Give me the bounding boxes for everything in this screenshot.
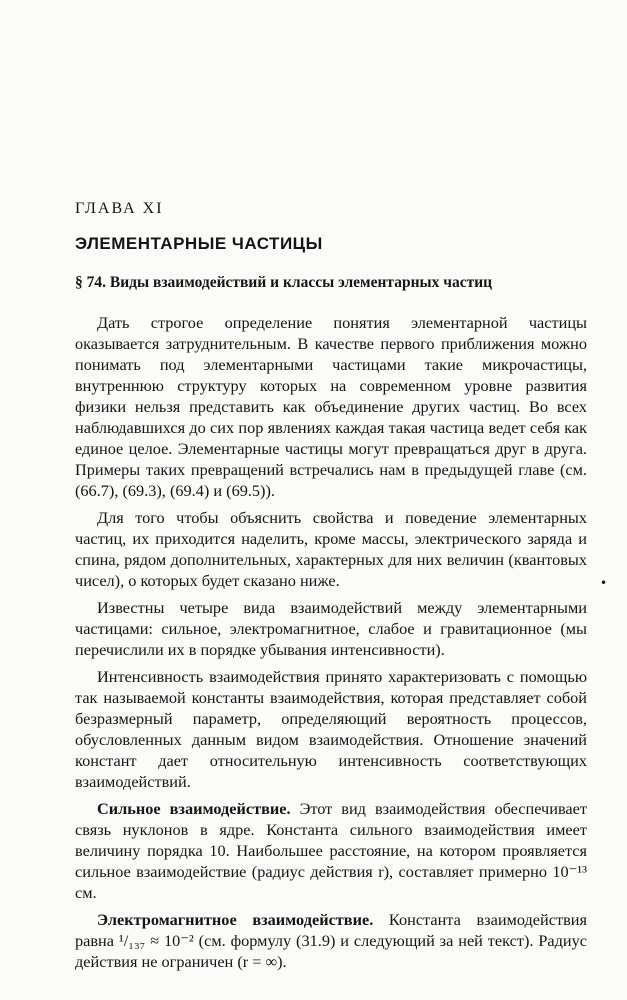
paragraph-strong-interaction: Сильное взаимодействие. Этот вид взаимодействия обеспечивает связь нуклонов в ядре. Константа сильного взаимодействия имеет величину порядка 10. Наибольшее расстояние, на котором проявляется сильное взаимодействие (радиус действия r), составляет примерно 10⁻¹³ см. bbox=[75, 799, 587, 902]
chapter-label: ГЛАВА XI bbox=[75, 200, 164, 217]
paragraph-quantum-numbers: Для того чтобы объяснить свойства и поведение элементарных частиц, их приходится наделить, кроме массы, электрического заряда и спина, рядом дополнительных, характерных для них величин (квантовых чисел), о которых будет сказано ниже. bbox=[75, 508, 587, 590]
margin-mark: • bbox=[600, 576, 608, 590]
section-title: § 74. Виды взаимодействий и классы элементарных частиц bbox=[75, 274, 493, 291]
electromagnetic-interaction-heading: Электромагнитное взаимодействие. bbox=[97, 910, 374, 929]
book-page bbox=[75, 200, 587, 978]
strong-interaction-heading: Сильное взаимодействие. bbox=[97, 799, 291, 818]
chapter-title: ЭЛЕМЕНТАРНЫЕ ЧАСТИЦЫ bbox=[75, 234, 323, 253]
paragraph-four-interactions: Известны четыре вида взаимодействий между элементарными частицами: сильное, электромагнитное, слабое и гравитационное (мы перечислили их в порядке убывания интенсивности). bbox=[75, 598, 587, 659]
paragraph-definition: Дать строгое определение понятия элементарной частицы оказывается затруднительным. В качестве первого приближения можно понимать под элементарными частицами такие микрочастицы, внутреннюю структуру которых на современном уровне развития физики нельзя представить как объединение других частиц. Во всех наблюдавшихся до сих пор явлениях каждая такая частица ведет себя как единое целое. Элементарные частицы могут превращаться друг в друга. Примеры таких превращений встречались нам в предыдущей главе (см. (66.7), (69.3), (69.4) и (69.5)). bbox=[75, 313, 587, 500]
paragraph-electromagnetic-interaction: Электромагнитное взаимодействие. Константа взаимодействия равна ¹/₁₃₇ ≈ 10⁻² (см. формулу (31.9) и следующий за ней текст). Радиус действия не ограничен (r = ∞). bbox=[75, 910, 587, 971]
paragraph-intensity: Интенсивность взаимодействия принято характеризовать с помощью так называемой константы взаимодействия, которая представляет собой безразмерный параметр, определяющий вероятность процессов, обусловленных данным видом взаимодействия. Отношение значений констант дает относительную интенсивность соответствующих взаимодействий. bbox=[75, 667, 587, 791]
